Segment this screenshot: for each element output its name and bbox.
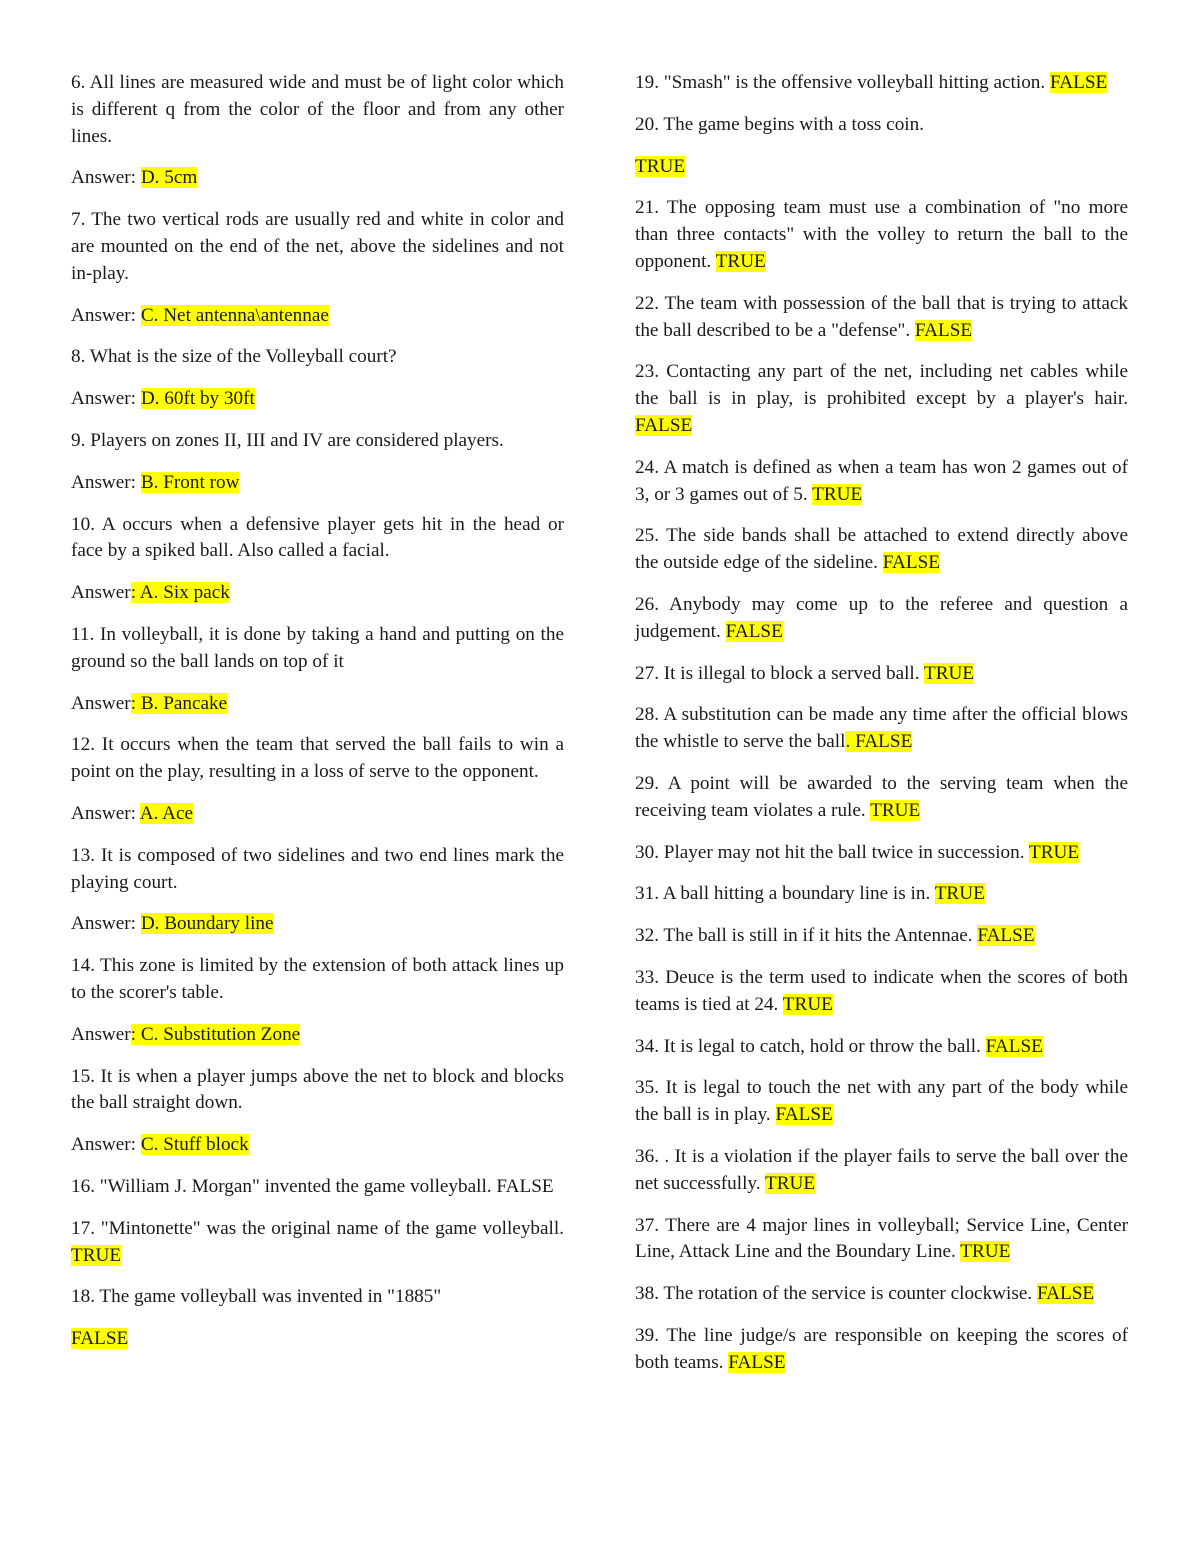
statement-text: 33. Deuce is the term used to indicate when the scores of both teams is tied at 24. bbox=[635, 966, 1128, 1015]
statement-text: 37. There are 4 major lines in volleyball; Service Line, Center Line, Attack Line and the Boundary Line. bbox=[635, 1214, 1128, 1263]
answer-highlight: D. Boundary line bbox=[140, 913, 274, 935]
statement-text: 32. The ball is still in if it hits the Antennae. bbox=[635, 925, 978, 947]
answer-7 bbox=[71, 303, 564, 330]
tf-item-35 bbox=[635, 1075, 1128, 1129]
tf-item-31 bbox=[635, 881, 1128, 908]
answer-highlight: FALSE bbox=[775, 1104, 833, 1126]
tf-item-25 bbox=[635, 523, 1128, 577]
statement-text: 26. Anybody may come up to the referee and question a judgement. bbox=[635, 593, 1128, 642]
answer-highlight: TRUE bbox=[924, 662, 975, 684]
answer-6 bbox=[71, 165, 564, 192]
tf-item-28 bbox=[635, 702, 1128, 756]
statement-text: 38. The rotation of the service is counter clockwise. bbox=[635, 1283, 1037, 1305]
answer-highlight: B. Front row bbox=[140, 471, 240, 493]
statement-text: 21. The opposing team must use a combination of "no more than three contacts" with the volley to return the ball to the opponent. bbox=[635, 197, 1128, 272]
answer-label: Answer bbox=[71, 1023, 131, 1045]
statement-text: 36. . It is a violation if the player fails to serve the ball over the net successfully. bbox=[635, 1145, 1128, 1194]
tf-item-20 bbox=[635, 112, 1128, 139]
left-column bbox=[71, 70, 564, 1368]
answer-label: Answer bbox=[71, 692, 131, 714]
answer-14 bbox=[71, 1022, 564, 1049]
right-column bbox=[635, 70, 1128, 1391]
statement-text: 16. "William J. Morgan" invented the game volleyball. FALSE bbox=[71, 1175, 554, 1197]
answer-highlight: D. 5cm bbox=[140, 167, 198, 189]
tf-item-36 bbox=[635, 1144, 1128, 1198]
answer-label: Answer: bbox=[71, 304, 141, 326]
statement-text: 29. A point will be awarded to the serving team when the receiving team violates a rule. bbox=[635, 772, 1128, 821]
answer-highlight: FALSE bbox=[728, 1351, 786, 1373]
answer-highlight: TRUE bbox=[782, 993, 833, 1015]
question-7: 7. The two vertical rods are usually red and white in color and are mounted on the end of the net, above the sidelines and not in-play. bbox=[71, 209, 564, 284]
answer-label: Answer: bbox=[71, 913, 141, 935]
answer-highlight: TRUE bbox=[71, 1244, 122, 1266]
tf-answer-18 bbox=[71, 1326, 564, 1353]
tf-item-17 bbox=[71, 1216, 564, 1270]
tf-item-32 bbox=[635, 923, 1128, 950]
tf-answer-20 bbox=[635, 154, 1128, 181]
question-8: 8. What is the size of the Volleyball court? bbox=[71, 346, 397, 368]
answer-highlight: C. Net antenna\antennae bbox=[140, 304, 329, 326]
answer-label: Answer: bbox=[71, 1134, 141, 1156]
answer-8 bbox=[71, 386, 564, 413]
tf-item-29 bbox=[635, 771, 1128, 825]
tf-item-39 bbox=[635, 1323, 1128, 1377]
answer-highlight: : B. Pancake bbox=[130, 692, 228, 714]
answer-highlight: . FALSE bbox=[845, 731, 913, 753]
answer-highlight: TRUE bbox=[635, 155, 686, 177]
answer-highlight: TRUE bbox=[960, 1241, 1011, 1263]
answer-12 bbox=[71, 801, 564, 828]
statement-text: 25. The side bands shall be attached to extend directly above the outside edge of the sideline. bbox=[635, 525, 1128, 574]
tf-item-21 bbox=[635, 195, 1128, 275]
answer-highlight: TRUE bbox=[934, 883, 985, 905]
answer-highlight: TRUE bbox=[765, 1172, 816, 1194]
question-15: 15. It is when a player jumps above the net to block and blocks the ball straight down. bbox=[71, 1065, 564, 1114]
answer-highlight: FALSE bbox=[635, 414, 693, 436]
statement-text: 22. The team with possession of the ball that is trying to attack the ball described to be a "defense". bbox=[635, 292, 1128, 341]
tf-item-37 bbox=[635, 1213, 1128, 1267]
answer-highlight: FALSE bbox=[882, 552, 940, 574]
question-9: 9. Players on zones II, III and IV are considered players. bbox=[71, 429, 504, 451]
answer-highlight: FALSE bbox=[914, 319, 973, 341]
tf-item-24 bbox=[635, 455, 1128, 509]
statement-text: 23. Contacting any part of the net, including net cables while the ball is in play, is prohibited except by a player's hair. bbox=[635, 361, 1128, 410]
tf-item-19 bbox=[635, 70, 1128, 97]
answer-highlight: FALSE bbox=[1050, 72, 1108, 93]
statement-text: 27. It is illegal to block a served ball. bbox=[635, 662, 924, 684]
tf-item-23 bbox=[635, 359, 1128, 439]
tf-item-16 bbox=[71, 1174, 564, 1201]
answer-highlight: TRUE bbox=[812, 483, 863, 505]
answer-highlight: FALSE bbox=[725, 620, 783, 642]
statement-text: 31. A ball hitting a boundary line is in. bbox=[635, 883, 935, 905]
statement-text: 18. The game volleyball was invented in "1885" bbox=[71, 1286, 442, 1308]
question-12: 12. It occurs when the team that served the ball fails to win a point on the play, resulting in a loss of serve to the opponent. bbox=[71, 734, 564, 783]
tf-item-26 bbox=[635, 592, 1128, 646]
answer-label: Answer: bbox=[71, 388, 141, 410]
answer-highlight: FALSE bbox=[977, 925, 1035, 947]
answer-label: Answer: bbox=[71, 802, 140, 824]
answer-highlight: TRUE bbox=[1028, 841, 1080, 863]
answer-highlight: : C. Substitution Zone bbox=[130, 1023, 301, 1045]
answer-highlight: FALSE bbox=[985, 1035, 1043, 1057]
answer-highlight: TRUE bbox=[870, 799, 921, 821]
statement-text: 28. A substitution can be made any time after the official blows the whistle to serve the ball bbox=[635, 704, 1128, 753]
answer-highlight: C. Stuff block bbox=[140, 1134, 249, 1156]
tf-item-30 bbox=[635, 840, 1128, 867]
question-6: 6. All lines are measured wide and must be of light color which is different q from the color of the floor and from any other lines. bbox=[71, 72, 564, 147]
answer-highlight: A. Ace bbox=[139, 802, 194, 824]
answer-highlight: FALSE bbox=[1036, 1283, 1095, 1305]
answer-10 bbox=[71, 580, 564, 607]
answer-label: Answer: bbox=[71, 471, 141, 493]
tf-item-18 bbox=[71, 1284, 564, 1311]
tf-item-33 bbox=[635, 965, 1128, 1019]
question-11: 11. In volleyball, it is done by taking a hand and putting on the ground so the ball lands on top of it bbox=[71, 623, 564, 672]
statement-text: 35. It is legal to touch the net with any part of the body while the ball is in play. bbox=[635, 1077, 1128, 1126]
answer-highlight: FALSE bbox=[71, 1328, 129, 1350]
answer-15 bbox=[71, 1132, 564, 1159]
answer-13 bbox=[71, 911, 564, 938]
question-10: 10. A occurs when a defensive player gets hit in the head or face by a spiked ball. Also called a facial. bbox=[71, 513, 564, 562]
statement-text: 30. Player may not hit the ball twice in succession. bbox=[635, 841, 1029, 863]
question-13: 13. It is composed of two sidelines and two end lines mark the playing court. bbox=[71, 844, 564, 893]
statement-text: 24. A match is defined as when a team has won 2 games out of 3, or 3 games out of 5. bbox=[635, 456, 1128, 505]
answer-label: Answer: bbox=[71, 167, 141, 189]
tf-item-38 bbox=[635, 1281, 1128, 1308]
statement-text: 39. The line judge/s are responsible on keeping the scores of both teams. bbox=[635, 1324, 1128, 1373]
tf-item-22 bbox=[635, 291, 1128, 345]
statement-text: 17. "Mintonette" was the original name of the game volleyball. bbox=[71, 1217, 564, 1239]
statement-text: 34. It is legal to catch, hold or throw the ball. bbox=[635, 1035, 986, 1057]
answer-highlight: TRUE bbox=[715, 250, 766, 272]
statement-text: 20. The game begins with a toss coin. bbox=[635, 113, 925, 135]
tf-item-27 bbox=[635, 661, 1128, 688]
tf-item-34 bbox=[635, 1034, 1128, 1061]
answer-9 bbox=[71, 470, 564, 497]
statement-text: 19. "Smash" is the offensive volleyball hitting action. bbox=[635, 72, 1050, 93]
answer-highlight: D. 60ft by 30ft bbox=[140, 388, 255, 410]
answer-label: Answer bbox=[71, 582, 131, 604]
answer-highlight: : A. Six pack bbox=[130, 582, 230, 604]
answer-11 bbox=[71, 691, 564, 718]
question-14: 14. This zone is limited by the extension of both attack lines up to the scorer's table. bbox=[71, 955, 564, 1003]
